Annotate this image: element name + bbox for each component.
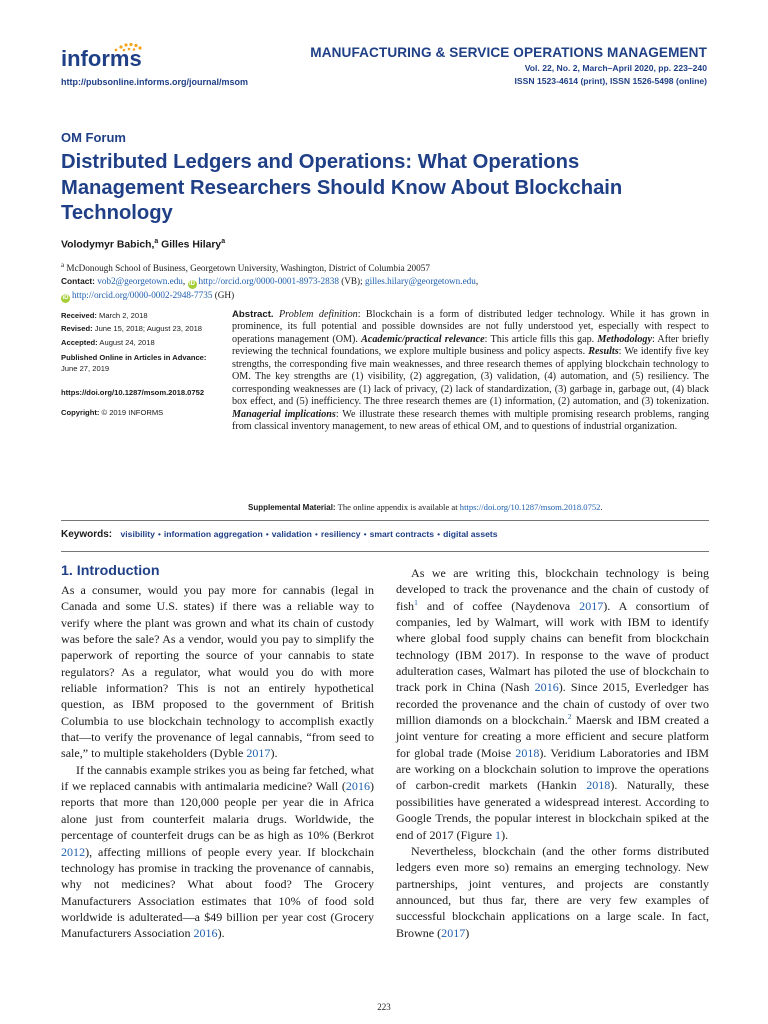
author-name: Volodymyr Babich,: [61, 239, 155, 251]
keyword-separator: •: [314, 529, 318, 539]
journal-url-link[interactable]: http://pubsonline.informs.org/journal/msom: [61, 77, 248, 87]
abstract-text: : We identify five key strengths, the corresponding five main weaknesses, and three research themes of applying blockchain technology to OM. The key strengths are (1) visibility, (2) aggregation, (3) validation, (4) automation, and (5) resiliency. The corresponding weaknesses are (1) lack of privacy, (2) lack of standardization, (3) garbage in, garbage out, (4) black box effect, and (5) inefficiency. The three research themes are (1) information, (2) automation, and (3) tokenization.: [232, 346, 709, 408]
paragraph-text: ) reports that more than 120,000 people per year die in Africa alone just from counterfeit malaria drugs. Worldwide, the percentage of counterfeit drugs can be as high as 10% (Berkrot: [61, 779, 374, 843]
section-label: OM Forum: [61, 130, 126, 145]
paragraph: [396, 843, 709, 941]
abstract-heading: Results: [588, 346, 619, 358]
paragraph-text: ).: [501, 827, 509, 842]
svg-text:informs: informs: [61, 46, 142, 71]
abstract-text: : After briefly reviewing the technical foundations, we explore multiple business and policy aspects.: [232, 333, 709, 358]
revised-date: [61, 324, 202, 335]
abstract-heading: Managerial implications: [232, 408, 336, 420]
affiliation-text: McDonough School of Business, Georgetown University, Washington, District of Columbia 20057: [64, 263, 430, 274]
footnote-link[interactable]: 1: [414, 597, 418, 607]
supplemental-material: [248, 502, 603, 512]
figure-link[interactable]: 1: [495, 827, 502, 842]
article-title: Distributed Ledgers and Operations: What Operations Management Researchers Should Know About Blockchain Technology: [61, 151, 623, 224]
copyright-label: Copyright:: [61, 408, 100, 417]
author-affiliation-mark: a: [221, 238, 226, 245]
abstract: [232, 309, 709, 434]
paragraph-text: As we are writing this, blockchain technology is being developed to track the provenance and the chain of custody of fish: [396, 566, 709, 613]
email-link[interactable]: vob2@georgetown.edu: [97, 276, 183, 286]
copyright-value: © 2019 INFORMS: [99, 408, 164, 417]
email-link[interactable]: gilles.hilary@georgetown.edu: [364, 276, 476, 286]
abstract-heading: Problem definition: [279, 309, 358, 320]
citation-link[interactable]: 2016: [193, 926, 218, 941]
journal-name: MANUFACTURING & SERVICE OPERATIONS MANAGEMENT: [310, 45, 707, 60]
abstract-text: : Blockchain is a form of distributed ledger technology. While it has grown in prominence, its full potential and possible downsides are not fully understood yet, especially with respect to operations management (OM).: [232, 309, 710, 345]
paragraph-text: ): [465, 925, 470, 940]
contact-initials: (GH): [212, 290, 235, 300]
accepted-date: [61, 338, 155, 349]
citation-link[interactable]: 2017: [579, 598, 604, 613]
citation-link[interactable]: 2016: [534, 680, 559, 695]
paragraph-text: and of coffee (Naydenova: [417, 598, 580, 613]
divider: [61, 520, 709, 521]
author-affiliation-mark: a: [154, 238, 159, 245]
revised-label: Revised:: [61, 324, 93, 333]
supplemental-end: .: [600, 502, 603, 512]
published-date: [61, 353, 231, 374]
body-column-left: [61, 582, 374, 942]
paragraph-text: ).: [270, 746, 278, 761]
orcid-link[interactable]: http://orcid.org/0000-0001-8973-2838: [198, 276, 339, 286]
paragraph-text: ). Veridium Laboratories and IBM are working on a blockchain solution to improve the operations of carbon-credit markets (Hankin: [396, 745, 709, 793]
keyword-separator: •: [363, 529, 367, 539]
revised-value: June 15, 2018; August 23, 2018: [92, 324, 203, 333]
received-label: Received:: [61, 311, 97, 320]
keyword-separator: •: [157, 529, 161, 539]
supplemental-text: The online appendix is available at: [335, 502, 460, 512]
keyword[interactable]: smart contracts: [369, 529, 435, 539]
supplemental-label: Supplemental Material:: [248, 503, 336, 512]
paragraph-text: As a consumer, would you pay more for cannabis (legal in Canada and some U.S. states) if there was a reliable way to verify where the plant was grown and what its chain of custody was before the sale? As a vendor, would you pay to simplify the paperwork of reporting the source of your cannabis to state regulators? As a regulator, what would you do with more reliable information? This is not an entirely hypothetical question, as IBM proposed to the government of British Columbia to use blockchain technology to accomplish exactly that—to verify the provenance of legal cannabis, “from seed to sale,” to multiple stakeholders (Dyble: [61, 583, 374, 761]
orcid-icon: iD: [62, 295, 69, 301]
paragraph-text: ), affecting millions of people every year. If blockchain technology has promise in tracking the provenance of cannabis, why not medicines? What about food? The Grocery Manufacturers Association estimates that 10% of food sold worldwide is adulterated—a $49 billion per year cost (Grocery Manufacturers Association: [61, 844, 374, 941]
orcid-link[interactable]: http://orcid.org/0000-0002-2948-7735: [72, 290, 213, 300]
citation-link[interactable]: 2017: [441, 925, 466, 940]
published-value: June 27, 2019: [61, 363, 110, 373]
keyword[interactable]: validation: [271, 529, 312, 539]
paragraph-text: Nevertheless, blockchain (and the other forms distributed ledgers even more so) remains an emerging technology. New partnerships, joint ventures, and projects are constantly announced, but thus far, there are very few examples of successful blockchain applications on a large scale. In fact, Browne (: [396, 843, 709, 940]
citation-link[interactable]: 2016: [345, 779, 370, 794]
accepted-value: August 24, 2018: [97, 338, 155, 347]
supplemental-link[interactable]: https://doi.org/10.1287/msom.2018.0752: [459, 502, 601, 512]
accepted-label: Accepted:: [61, 338, 98, 347]
footnote-link[interactable]: 2: [567, 712, 572, 722]
received-value: March 2, 2018: [96, 311, 148, 320]
keyword[interactable]: resiliency: [320, 529, 361, 539]
section-heading: 1. Introduction: [61, 563, 160, 579]
journal-volume: Vol. 22, No. 2, March–April 2020, pp. 223–240: [524, 63, 707, 73]
paragraph: [61, 582, 374, 762]
paragraph: [61, 762, 374, 942]
keywords-label: Keywords:: [61, 529, 113, 540]
divider: [61, 551, 709, 552]
page-number: 223: [377, 1002, 391, 1012]
author-list: [61, 238, 225, 250]
author-name: Gilles Hilary: [158, 239, 222, 251]
keyword-separator: •: [437, 529, 441, 539]
paragraph-text: ).: [217, 926, 225, 941]
paragraph-text: If the cannabis example strikes you as being far fetched, what if we replaced cannabis with antimalaria medicine? Wall (: [61, 762, 374, 794]
paragraph-text: ). Since 2015, Everledger has recorded the provenance and the chain of custody of over two million diamonds on a blockchain.: [396, 680, 709, 728]
abstract-label: Abstract.: [232, 309, 274, 320]
abstract-heading: Methodology: [597, 333, 652, 345]
abstract-text: : This article fills this gap.: [484, 333, 598, 345]
published-label: Published Online in Articles in Advance:: [61, 353, 207, 362]
contact-line: Contact: vob2@georgetown.edu, iD http://orcid.org/0000-0001-8973-2838 (VB); gilles.hilary@georgetown.edu,: [61, 276, 479, 287]
keyword[interactable]: digital assets: [443, 529, 498, 539]
received-date: [61, 311, 148, 322]
keyword-separator: •: [265, 529, 269, 539]
paragraph-text: Maersk and IBM created a joint venture for creating a more efficient and secure platform for global trade (Moise: [396, 713, 709, 760]
paragraph: [396, 565, 709, 843]
keywords: [61, 529, 498, 540]
citation-link[interactable]: 2017: [246, 746, 271, 761]
affiliation: [61, 261, 430, 273]
abstract-heading: Academic/practical relevance: [361, 333, 485, 345]
contact-initials: (VB);: [338, 276, 365, 286]
citation-link[interactable]: 2012: [61, 844, 86, 859]
doi-link[interactable]: https://doi.org/10.1287/msom.2018.0752: [61, 388, 205, 397]
copyright: [61, 408, 163, 419]
paragraph-text: ). Naturally, these possibilities have generated a widespread interest. According to Google Trends, the popular interest in blockchain spiked at the end of 2017 (Figure: [396, 778, 709, 842]
keyword[interactable]: information aggregation: [163, 529, 263, 539]
paragraph-text: ). A consortium of companies, led by Walmart, will work with IBM to identify where global food supply chains can benefit from blockchain technology (IBM 2017). In response to the wave of product adulteration cases, Walmart has piloted the use of blockchain to track pork in China (Nash: [396, 598, 709, 695]
informs-logo: [61, 41, 157, 71]
orcid-icon: iD: [189, 281, 195, 287]
contact-label: Contact:: [61, 276, 98, 286]
citation-link[interactable]: 2018: [586, 778, 611, 793]
journal-issn: ISSN 1523-4614 (print), ISSN 1526-5498 (online): [514, 76, 707, 86]
contact-line: [61, 290, 234, 303]
affiliation-mark: a: [61, 261, 65, 269]
keyword[interactable]: visibility: [120, 529, 155, 539]
citation-link[interactable]: 2018: [515, 745, 540, 760]
body-column-right: [396, 565, 709, 941]
abstract-text: : We illustrate these research themes with multiple promising research problems, ranging from classical inventory management, to new areas of ethical OM, and to questions of industrial organization.: [232, 408, 709, 433]
